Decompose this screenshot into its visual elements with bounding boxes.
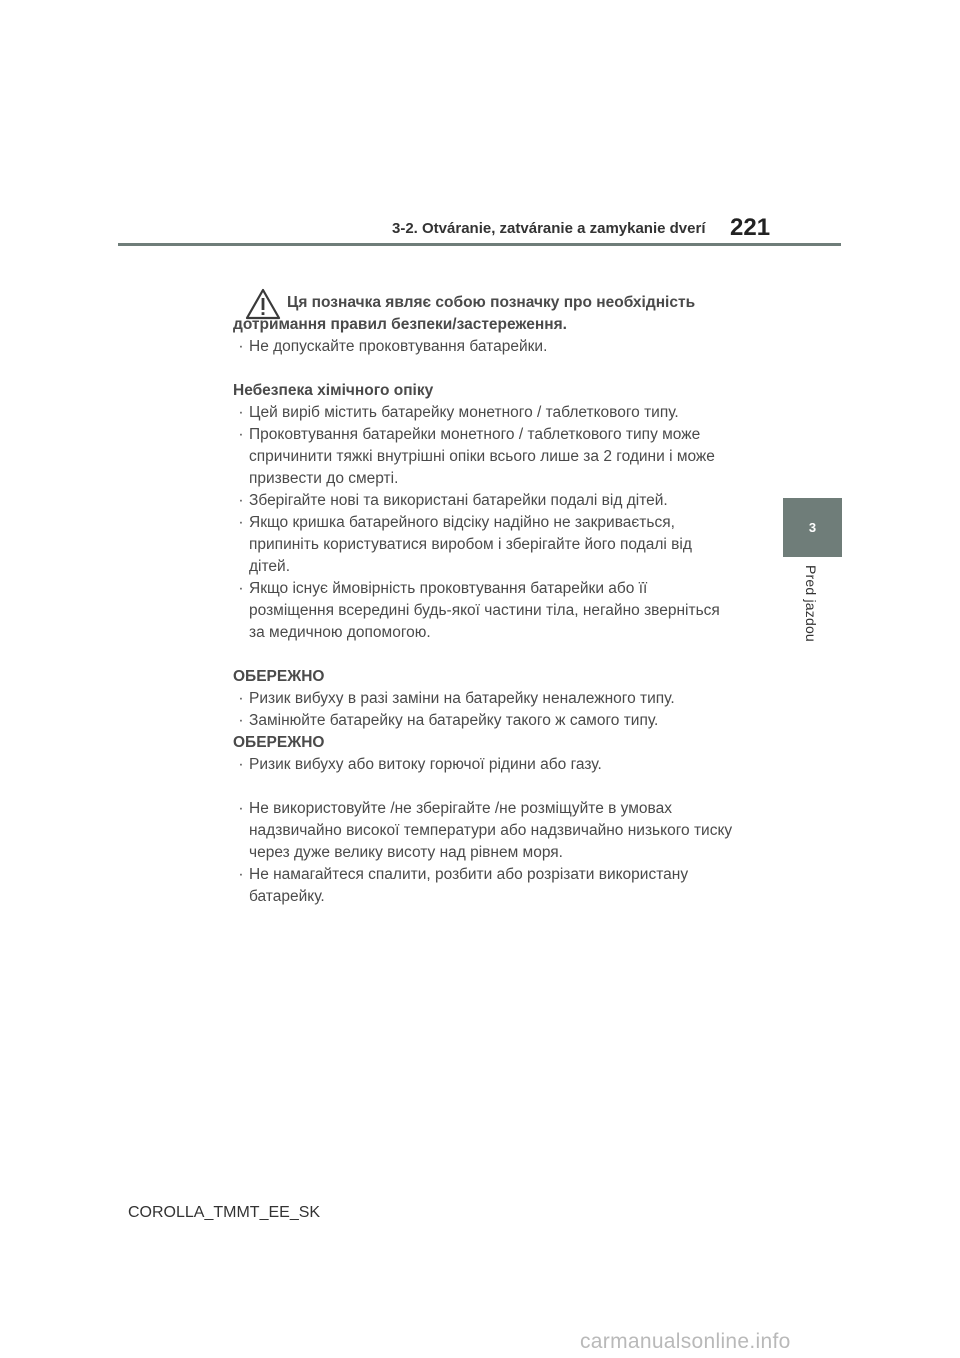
bullet-text: Ризик вибуху в разі заміни на батарейку неналежного типу. bbox=[249, 690, 675, 707]
header-section-title: 3-2. Otváranie, zatváranie a zamykanie dverí bbox=[392, 220, 706, 237]
bullet-mark: · bbox=[238, 492, 244, 509]
bullet-text: Якщо існує ймовірність проковтування батарейки або її розміщення всередині будь-якої частини тіла, негайно зверніться за медичною допомогою. bbox=[249, 580, 720, 641]
section-heading: Небезпека хімічного опіку bbox=[233, 382, 434, 399]
section-heading: ОБЕРЕЖНО bbox=[233, 668, 325, 685]
bullet-mark: · bbox=[238, 712, 244, 729]
warning-title-line1: Ця позначка являє собою позначку про необхідність bbox=[287, 294, 696, 311]
bullet-text: Цей виріб містить батарейку монетного / таблеткового типу. bbox=[249, 404, 679, 421]
section-heading: ОБЕРЕЖНО bbox=[233, 734, 325, 751]
bullet-text: Замінюйте батарейку на батарейку такого ж самого типу. bbox=[249, 712, 659, 729]
bullet-mark: · bbox=[238, 756, 244, 773]
bullet-mark: · bbox=[238, 426, 244, 443]
bullet-mark: · bbox=[238, 800, 244, 817]
spacer bbox=[233, 644, 733, 666]
bullet-mark: · bbox=[238, 338, 244, 355]
bullet-mark: · bbox=[238, 514, 244, 531]
bullet-text: Проковтування батарейки монетного / таблеткового типу може спричинити тяжкі внутрішні опіки всього лише за 2 години і може призвести до смерті. bbox=[249, 426, 715, 487]
bullet-text: Зберігайте нові та використані батарейки подалі від дітей. bbox=[249, 492, 668, 509]
bullet-text: Ризик вибуху або витоку горючої рідини або газу. bbox=[249, 756, 602, 773]
warning-title-line2: дотримання правил безпеки/застереження. bbox=[233, 316, 567, 333]
bullet-text: Не допускайте проковтування батарейки. bbox=[249, 338, 548, 355]
bullet-mark: · bbox=[238, 580, 244, 597]
chapter-label: Pred jazdou bbox=[803, 565, 819, 642]
page-number: 221 bbox=[730, 214, 771, 241]
bullet-mark: · bbox=[238, 866, 244, 883]
bullet-item bbox=[233, 336, 733, 358]
bullet-item bbox=[233, 490, 733, 512]
header-rule bbox=[118, 243, 841, 246]
spacer bbox=[233, 776, 733, 798]
bullet-text: Якщо кришка батарейного відсіку надійно не закривається, припиніть користуватися виробом і зберігайте його подалі від дітей. bbox=[249, 514, 692, 575]
watermark: carmanualsonline.info bbox=[580, 1330, 791, 1353]
bullet-item bbox=[233, 688, 733, 710]
footer-document-code: COROLLA_TMMT_EE_SK bbox=[128, 1204, 321, 1221]
bullet-item bbox=[233, 402, 733, 424]
bullet-item bbox=[233, 864, 733, 908]
chapter-tab[interactable] bbox=[783, 498, 842, 557]
bullet-item bbox=[233, 754, 733, 776]
spacer bbox=[233, 358, 733, 380]
bullet-item bbox=[233, 512, 733, 578]
bullet-item bbox=[233, 798, 733, 864]
warning-content bbox=[233, 292, 733, 908]
warning-triangle-icon bbox=[245, 288, 281, 320]
bullet-text: Не використовуйте /не зберігайте /не розміщуйте в умовах надзвичайно високої температури або надзвичайно низького тиску через дуже велику висоту над рівнем моря. bbox=[249, 800, 733, 861]
chapter-number: 3 bbox=[808, 520, 817, 535]
bullet-item bbox=[233, 710, 733, 732]
warning-blocks bbox=[233, 336, 733, 908]
bullet-mark: · bbox=[238, 690, 244, 707]
warning-header bbox=[233, 292, 733, 336]
bullet-item bbox=[233, 424, 733, 490]
bullet-text: Не намагайтеся спалити, розбити або розрізати використану батарейку. bbox=[249, 866, 689, 905]
bullet-item bbox=[233, 578, 733, 644]
bullet-mark: · bbox=[238, 404, 244, 421]
